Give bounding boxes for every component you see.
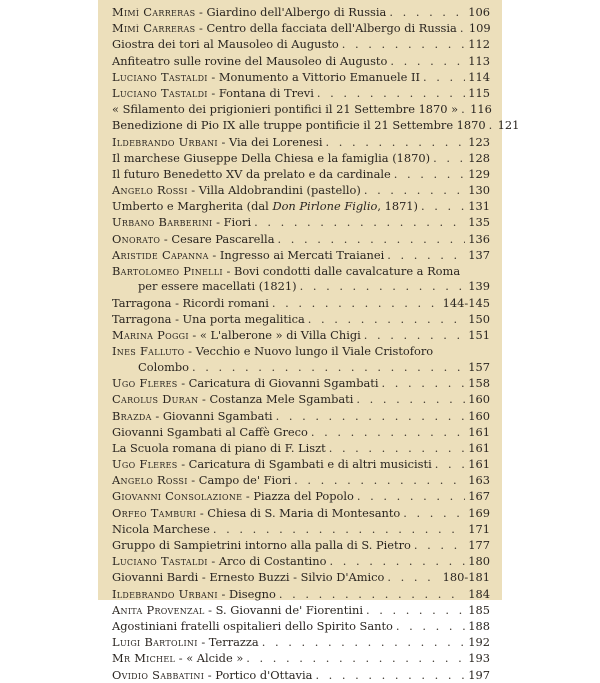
page-number: 136: [468, 231, 490, 246]
page-number: 123: [468, 134, 490, 149]
entry-author: Onorato: [112, 231, 161, 246]
entry-title-text: Piazza del Popolo: [253, 489, 354, 504]
entry-title-text: Il futuro Benedetto XV da prelato e da cardinale: [112, 166, 391, 181]
entry-text: Ugo Fleres - Caricatura di Giovanni Sgambati: [112, 376, 379, 391]
entry-title: [112, 425, 308, 439]
page-number: 128: [468, 150, 490, 165]
entry-title: [112, 522, 210, 536]
dot-leader: [213, 521, 465, 537]
entry-title: [219, 86, 314, 100]
page-number: 121: [497, 118, 520, 133]
entry-text: [112, 101, 458, 117]
entry-title-text: Disegno: [228, 586, 276, 601]
entry-text: Bartolomeo Pinelli - Bovi condotti dalle cavalcature a Roma: [112, 264, 461, 278]
toc-entry: [112, 295, 490, 311]
entry-title: [138, 360, 189, 374]
entry-title: [186, 651, 243, 665]
entry-text: [112, 295, 269, 311]
page-number: 139: [468, 279, 490, 294]
entry-title: [138, 279, 297, 293]
entry-title-text: Giardino dell'Albergo di Russia: [206, 5, 387, 19]
dot-leader: [329, 553, 465, 569]
toc-entry: [112, 586, 490, 602]
dot-leader: [366, 602, 465, 618]
entry-author: Bartolomeo Pinelli: [112, 264, 223, 278]
entry-text: Mr Michel - « Alcide »: [112, 651, 244, 666]
entry-author: Ines Falluto: [112, 344, 185, 359]
toc-entry: [112, 166, 490, 182]
entry-title-text: Fiori: [223, 215, 252, 230]
entry-title-text: « Alcide »: [186, 651, 244, 666]
entry-text: [112, 117, 486, 133]
page-number: 161: [468, 424, 490, 439]
entry-title-text: Villa Aldobrandini (pastello): [198, 183, 361, 198]
dot-leader: [364, 327, 465, 343]
dot-leader: [387, 247, 465, 263]
entry-title-text: Agostiniani fratelli ospitalieri dello Spirito Santo: [112, 618, 393, 633]
entry-title-text: Arco di Costantino: [218, 554, 327, 569]
entry-title-text: Costanza Mele Sgambati: [209, 392, 354, 407]
dot-leader: [390, 53, 465, 69]
entry-title-text: Giovanni Sgambati: [162, 408, 273, 423]
entry-text: [112, 166, 391, 182]
entry-text: Luigi Bartolini - Terrazza: [112, 635, 259, 650]
dot-leader: [192, 360, 465, 376]
toc-entry: [112, 231, 490, 247]
toc-entry: [112, 408, 490, 424]
entry-title: [209, 392, 353, 406]
entry-title: [112, 167, 391, 181]
entry-text: [112, 440, 326, 456]
entry-title: [112, 538, 411, 552]
page-number: 160: [468, 392, 490, 407]
toc-entry: [112, 214, 490, 230]
entry-text: Ugo Fleres - Caricatura di Sgambati e di altri musicisti: [112, 457, 432, 472]
table-of-contents: [112, 4, 520, 683]
entry-title: [163, 409, 273, 423]
entry-title-text: Cesare Pascarella: [171, 231, 275, 246]
page-number: 144-145: [442, 295, 490, 310]
entry-text: [112, 198, 418, 214]
dot-leader: [414, 537, 465, 553]
toc-entry: [112, 4, 490, 20]
entry-title-italic: Don Pirlone Figlio: [272, 199, 378, 214]
toc-entry: [112, 36, 490, 52]
toc-entry: [112, 472, 490, 488]
dot-leader: [396, 618, 465, 634]
entry-text: [112, 569, 384, 585]
entry-title: [229, 587, 276, 601]
entry-title-text: Tarragona - Ricordi romani: [112, 295, 269, 310]
entry-title-text: Portico d'Ottavia: [215, 667, 313, 682]
entry-text: [112, 279, 297, 295]
entry-title: [253, 489, 354, 503]
entry-text: Urbano Barberini - Fiori: [112, 215, 252, 230]
entry-title-text: Umberto e Margherita (dal: [112, 199, 273, 214]
entry-author: Carolus Duran: [112, 392, 199, 407]
dot-leader: [389, 4, 465, 20]
entry-author: Ugo Fleres: [112, 457, 178, 472]
dot-leader: [317, 85, 465, 101]
entry-text: [112, 311, 305, 327]
dot-leader: [308, 311, 465, 327]
entry-text: Orfeo Tamburi - Chiesa di S. Maria di Montesanto: [112, 505, 401, 520]
toc-entry: [112, 117, 520, 133]
entry-title-text: Vecchio e Nuovo lungo il Viale Cristoforo: [195, 344, 434, 359]
dot-leader: [403, 505, 465, 521]
entry-title: [219, 554, 327, 568]
entry-title: [224, 215, 252, 229]
entry-text: Anita Provenzal - S. Giovanni de' Fiorentini: [112, 602, 363, 617]
page-number: 185: [468, 602, 490, 617]
entry-text: [112, 36, 339, 52]
toc-entry: [112, 650, 490, 666]
entry-text: Aristide Capanna - Ingresso ai Mercati Traianei: [112, 247, 385, 262]
entry-author: Marina Poggi: [112, 328, 189, 343]
dot-leader: [294, 472, 465, 488]
entry-text: Ildebrando Urbani - Via dei Lorenesi: [112, 134, 323, 149]
entry-author: Ildebrando Urbani: [112, 134, 218, 149]
entry-title: [216, 603, 363, 617]
entry-text: Giovanni Consolazione - Piazza del Popolo: [112, 489, 354, 504]
entry-text: [112, 150, 430, 166]
toc-entry: [112, 569, 490, 585]
dot-leader: [364, 182, 465, 198]
dot-leader: [423, 69, 465, 85]
entry-title-text: Campo de' Fiori: [198, 473, 292, 488]
toc-entry: [112, 85, 490, 101]
page-number: 150: [468, 311, 490, 326]
entry-text: Ildebrando Urbani - Disegno: [112, 586, 276, 601]
dot-leader: [461, 101, 467, 117]
page-number: 184: [468, 586, 490, 601]
entry-title: [112, 619, 393, 633]
entry-title-text: Gruppo di Sampietrini intorno alla palla di S. Pietro: [112, 538, 411, 552]
entry-author: Mimì Carreras: [112, 5, 196, 19]
entry-title-text: Giovanni Sgambati al Caffè Greco: [112, 424, 308, 439]
dot-leader: [279, 586, 465, 602]
toc-entry: [112, 343, 490, 359]
toc-entry: [112, 69, 490, 85]
dot-leader: [326, 134, 466, 150]
entry-title: [112, 37, 339, 51]
toc-entry: [112, 134, 490, 150]
entry-title: [219, 70, 420, 84]
entry-title-text: Terrazza: [208, 635, 259, 650]
toc-entry: [112, 667, 490, 683]
dot-leader: [435, 456, 466, 472]
page-number: 130: [468, 183, 490, 198]
dot-leader: [246, 650, 465, 666]
toc-entry: [112, 279, 490, 295]
dot-leader: [329, 440, 466, 456]
entry-title: [206, 21, 456, 35]
entry-title-text: Tarragona - Una porta megalitica: [112, 311, 305, 326]
entry-title: [215, 668, 312, 682]
dot-leader: [421, 198, 465, 214]
entry-text: [112, 424, 308, 440]
entry-text: Luciano Tastaldi - Arco di Costantino: [112, 554, 327, 569]
entry-title: [112, 199, 418, 213]
page-number: 157: [468, 359, 490, 374]
dot-leader: [394, 166, 465, 182]
page-number: 106: [468, 5, 490, 19]
entry-author: Luigi Bartolini: [112, 635, 198, 650]
entry-title-text: Benedizione di Pio IX alle truppe pontificie il 21 Settembre 1870: [112, 118, 486, 133]
entry-text: [112, 521, 210, 537]
entry-title: [112, 54, 387, 68]
page-number: 131: [468, 199, 490, 214]
dot-leader: [387, 569, 439, 585]
page-number: 180: [468, 554, 490, 569]
entry-author: Aristide Capanna: [112, 247, 209, 262]
toc-entry: [112, 602, 490, 618]
entry-title-text: Giovanni Bardi - Ernesto Buzzi - Silvio D'Amico: [112, 570, 385, 585]
entry-title-text: Chiesa di S. Maria di Montesanto: [207, 505, 401, 520]
page-number: 158: [468, 376, 490, 391]
entry-title-text: La Scuola romana di piano di F. Liszt: [112, 440, 326, 455]
entry-title: [229, 135, 323, 149]
toc-entry: [112, 327, 490, 343]
entry-title-text: Caricatura di Sgambati e di altri musicisti: [188, 457, 432, 472]
dot-leader: [357, 488, 465, 504]
entry-title: [220, 248, 384, 262]
entry-text: [112, 53, 387, 69]
entry-author: Angelo Rossi: [112, 473, 188, 488]
entry-title: [207, 506, 400, 520]
page-number: 163: [468, 473, 490, 488]
entry-author: Luciano Tastaldi: [112, 69, 208, 84]
entry-title: [112, 102, 458, 116]
page-number: 197: [468, 667, 490, 682]
toc-entry: [112, 360, 490, 376]
toc-entry: [112, 391, 490, 407]
entry-text: [112, 618, 393, 634]
page-number: 161: [468, 440, 490, 455]
dot-leader: [433, 150, 465, 166]
entry-title: [196, 344, 434, 358]
toc-entry: [112, 618, 490, 634]
toc-entry: [112, 488, 490, 504]
entry-title: [112, 441, 326, 455]
page-number: 116: [470, 102, 492, 117]
entry-text: [112, 537, 411, 553]
toc-entry: [112, 440, 490, 456]
entry-author: Angelo Rossi: [112, 183, 188, 198]
entry-title: [206, 5, 386, 19]
entry-text: [112, 360, 189, 376]
page-number: 112: [468, 37, 490, 52]
toc-entry: [112, 553, 490, 569]
entry-title: [234, 264, 460, 278]
dot-leader: [382, 375, 466, 391]
dot-leader: [277, 231, 465, 247]
entry-text: Angelo Rossi - Villa Aldobrandini (pastello): [112, 183, 361, 198]
entry-title: [112, 296, 269, 310]
entry-title: [200, 328, 361, 342]
entry-author: Giovanni Consolazione: [112, 489, 243, 504]
dot-leader: [356, 391, 465, 407]
entry-author: Ugo Fleres: [112, 376, 178, 391]
page-number: 188: [468, 618, 490, 633]
entry-title-text: per essere macellati (1821): [138, 279, 297, 294]
toc-entry: [112, 263, 490, 279]
entry-author: Mr Michel: [112, 651, 176, 666]
entry-author: Mimì Carreras: [112, 21, 196, 36]
entry-title-text: Via dei Lorenesi: [228, 134, 323, 149]
page-number: 114: [468, 69, 490, 84]
page-number: 192: [468, 635, 490, 650]
entry-text: Marina Poggi - « L'alberone » di Villa Chigi: [112, 328, 361, 343]
entry-text: Onorato - Cesare Pascarella: [112, 231, 275, 246]
entry-title-text: Anfiteatro sulle rovine del Mausoleo di Augusto: [112, 53, 388, 68]
dot-leader: [254, 214, 465, 230]
page-number: 160: [468, 408, 490, 423]
entry-author: Ovidio Sabbatini: [112, 667, 205, 682]
toc-entry: [112, 247, 490, 263]
entry-title: [112, 570, 384, 584]
entry-title-text: « Sfilamento dei prigionieri pontifici il 21 Settembre 1870 »: [112, 102, 459, 117]
toc-entry: [112, 375, 490, 391]
entry-author: Luciano Tastaldi: [112, 554, 208, 569]
entry-author: Urbano Barberini: [112, 215, 213, 230]
entry-title: [199, 183, 361, 197]
entry-author: Ildebrando Urbani: [112, 586, 218, 601]
entry-title: [112, 118, 486, 132]
page-number: 113: [468, 53, 490, 68]
toc-entry: [112, 521, 490, 537]
toc-entry: [112, 537, 490, 553]
entry-title-text: Centro della facciata dell'Albergo di Russia: [206, 21, 457, 36]
dot-leader: [315, 667, 465, 683]
toc-entry: [112, 20, 490, 36]
entry-text: Mimì Carreras - Centro della facciata dell'Albergo di Russia: [112, 21, 457, 36]
page-number: 167: [468, 489, 490, 504]
entry-title-text: Il marchese Giuseppe Della Chiesa e la famiglia (1870): [112, 150, 431, 165]
entry-text: Ines Falluto - Vecchio e Nuovo lungo il Viale Cristoforo: [112, 344, 434, 359]
entry-author: Anita Provenzal: [112, 602, 205, 617]
toc-entry: [112, 150, 490, 166]
entry-title-text: Caricatura di Giovanni Sgambati: [188, 376, 379, 391]
page-number: 177: [468, 538, 490, 552]
entry-text: Brazda - Giovanni Sgambati: [112, 408, 273, 423]
entry-title-text: Bovi condotti dalle cavalcature a Roma: [233, 264, 461, 278]
toc-entry: [112, 198, 490, 214]
entry-title: [209, 635, 259, 649]
toc-entry: [112, 311, 490, 327]
toc-entry: [112, 101, 490, 117]
entry-title-text: Monumento a Vittorio Emanuele II: [218, 69, 420, 84]
dot-leader: [276, 408, 466, 424]
dot-leader: [300, 279, 466, 295]
page-number: 151: [468, 328, 490, 343]
entry-title-text: Colombo: [138, 359, 190, 374]
toc-entry: [112, 505, 490, 521]
entry-author: Luciano Tastaldi: [112, 85, 208, 100]
dot-leader: [311, 424, 465, 440]
entry-title: [112, 151, 430, 165]
dot-leader: [342, 36, 465, 52]
toc-entry: [112, 182, 490, 198]
entry-title-text: « L'alberone » di Villa Chigi: [199, 328, 361, 343]
page-number: 115: [468, 85, 490, 100]
entry-title-text: Ingresso ai Mercati Traianei: [219, 247, 385, 262]
entry-author: Orfeo Tamburi: [112, 505, 197, 520]
entry-title: [199, 473, 291, 487]
page-number: 137: [468, 247, 490, 262]
toc-entry: [112, 634, 490, 650]
entry-title-after: , 1871): [377, 199, 419, 214]
page-number: 109: [468, 21, 491, 36]
page-number: 193: [468, 651, 490, 666]
entry-title-text: Giostra dei tori al Mausoleo di Augusto: [112, 37, 339, 52]
entry-title: [189, 457, 432, 471]
page-number: 129: [468, 166, 490, 181]
page-number: 161: [468, 457, 490, 472]
entry-title: [171, 232, 274, 246]
entry-text: Carolus Duran - Costanza Mele Sgambati: [112, 392, 354, 407]
entry-title-text: Fontana di Trevi: [218, 85, 314, 100]
toc-entry: [112, 424, 490, 440]
dot-leader: [489, 117, 495, 133]
entry-text: Luciano Tastaldi - Fontana di Trevi: [112, 85, 314, 100]
dot-leader: [272, 295, 440, 311]
entry-title: [112, 312, 305, 326]
page-number: 180-181: [442, 570, 490, 585]
entry-text: Angelo Rossi - Campo de' Fiori: [112, 473, 292, 488]
entry-text: Ovidio Sabbatini - Portico d'Ottavia: [112, 667, 313, 682]
page-number: 169: [468, 505, 490, 520]
entry-title-text: Nicola Marchese: [112, 521, 210, 536]
entry-author: Brazda: [112, 408, 152, 423]
dot-leader: [460, 20, 466, 36]
page-number: 135: [468, 215, 490, 230]
toc-entry: [112, 53, 490, 69]
entry-title-text: S. Giovanni de' Fiorentini: [215, 602, 363, 617]
dot-leader: [262, 634, 466, 650]
entry-text: Mimì Carreras - Giardino dell'Albergo di Russia: [112, 5, 387, 19]
entry-text: Luciano Tastaldi - Monumento a Vittorio Emanuele II: [112, 69, 420, 84]
entry-title: [189, 376, 379, 390]
toc-entry: [112, 456, 490, 472]
page-number: 171: [468, 521, 490, 536]
